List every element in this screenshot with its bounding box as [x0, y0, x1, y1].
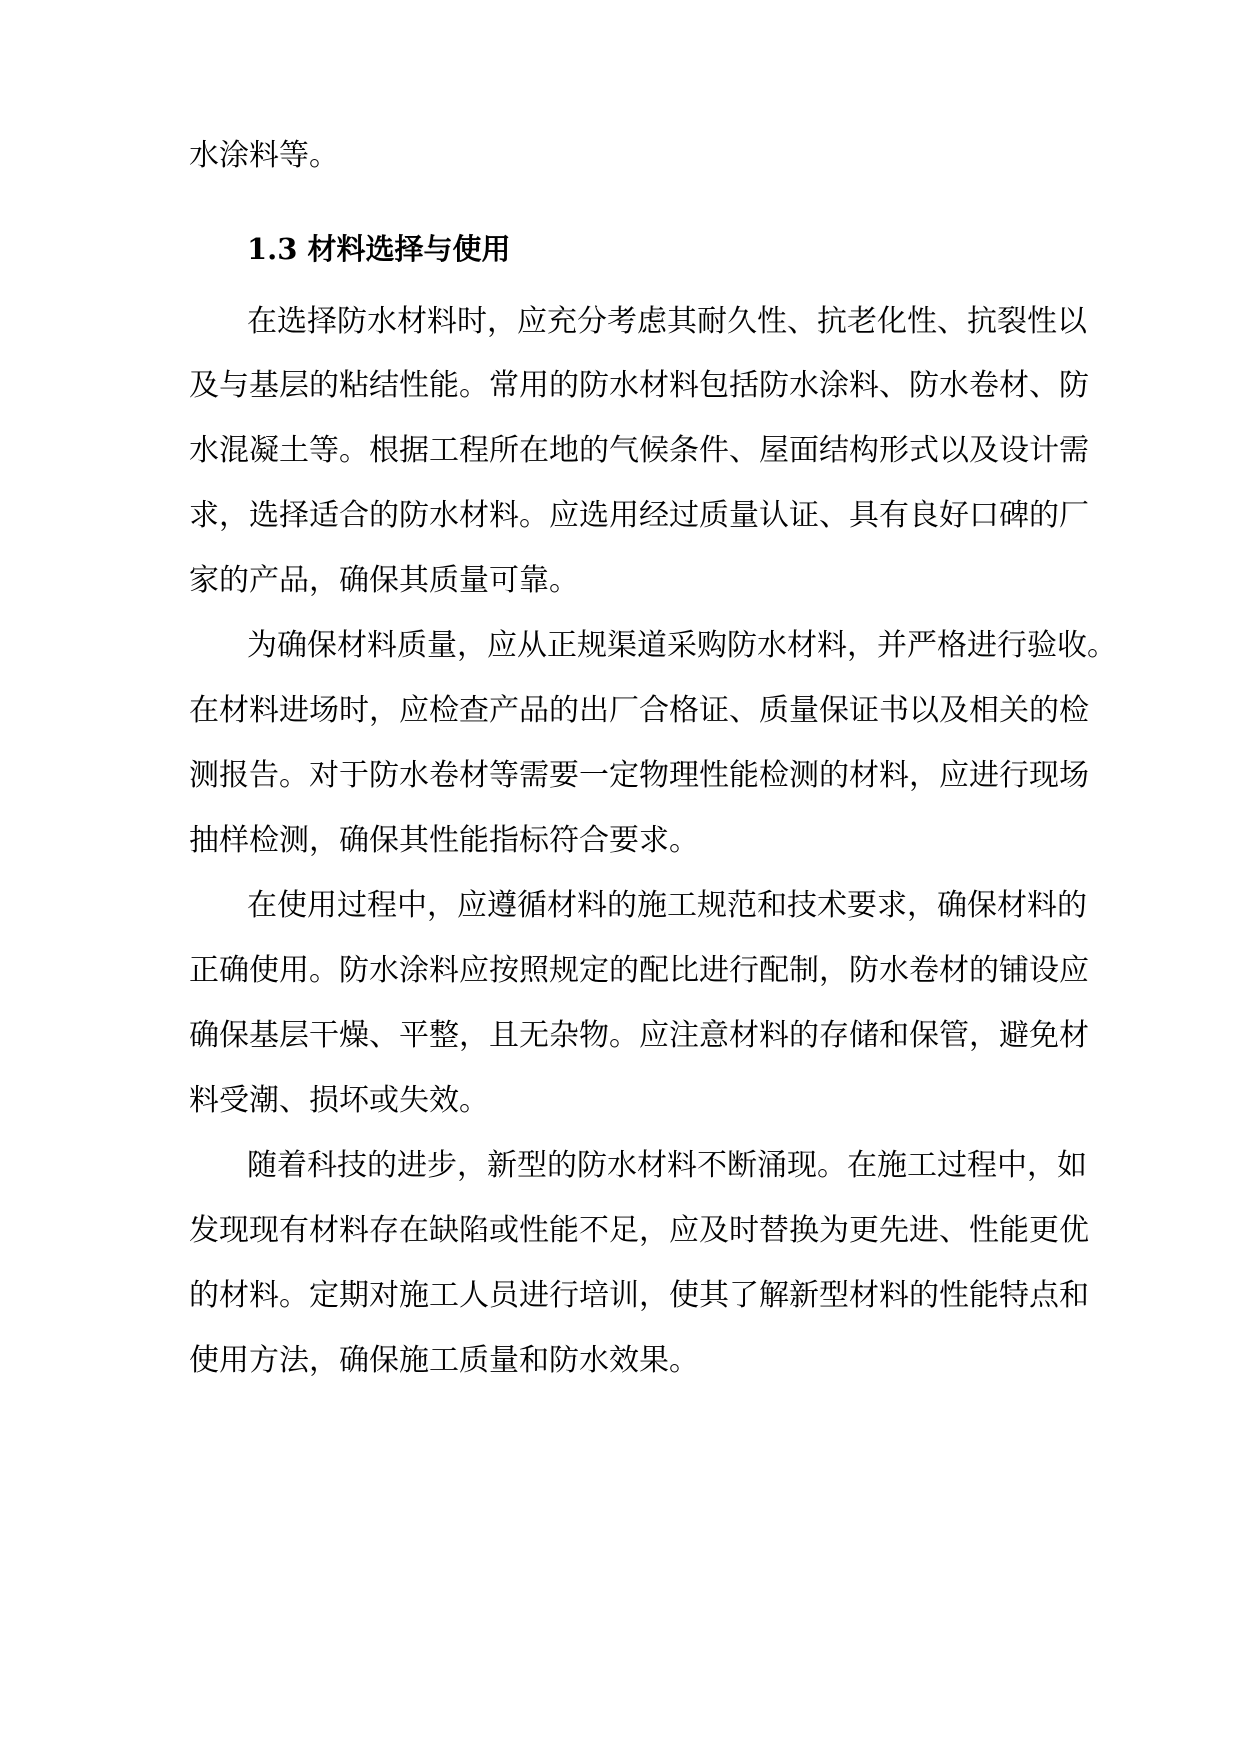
paragraph-4-line-2: 发现现有材料存在缺陷或性能不足，应及时替换为更先进、性能更优 — [189, 1213, 1089, 1248]
paragraph-1-line-4: 求，选择适合的防水材料。应选用经过质量认证、具有良好口碑的厂 — [189, 498, 1089, 533]
paragraph-1-line-1: 在选择防水材料时，应充分考虑其耐久性、抗老化性、抗裂性以 — [247, 304, 1087, 339]
section-heading: 1.3 材料选择与使用 — [247, 232, 511, 266]
paragraph-2-line-1: 为确保材料质量，应从正规渠道采购防水材料，并严格进行验收。 — [247, 628, 1117, 663]
paragraph-continuation-line: 水涂料等。 — [189, 138, 339, 173]
paragraph-4-line-1: 随着科技的进步，新型的防水材料不断涌现。在施工过程中，如 — [247, 1148, 1087, 1183]
paragraph-1-line-5: 家的产品，确保其质量可靠。 — [189, 563, 579, 598]
paragraph-3-line-3: 确保基层干燥、平整，且无杂物。应注意材料的存储和保管，避免材 — [189, 1018, 1089, 1053]
paragraph-3-line-2: 正确使用。防水涂料应按照规定的配比进行配制，防水卷材的铺设应 — [189, 953, 1089, 988]
paragraph-2-line-3: 测报告。对于防水卷材等需要一定物理性能检测的材料，应进行现场 — [189, 758, 1089, 793]
paragraph-1-line-2: 及与基层的粘结性能。常用的防水材料包括防水涂料、防水卷材、防 — [189, 368, 1089, 403]
paragraph-3-line-4: 料受潮、损坏或失效。 — [189, 1083, 489, 1118]
paragraph-4-line-4: 使用方法，确保施工质量和防水效果。 — [189, 1343, 699, 1378]
paragraph-1-line-3: 水混凝土等。根据工程所在地的气候条件、屋面结构形式以及设计需 — [189, 433, 1089, 468]
paragraph-2-line-4: 抽样检测，确保其性能指标符合要求。 — [189, 823, 699, 858]
paragraph-4-line-3: 的材料。定期对施工人员进行培训，使其了解新型材料的性能特点和 — [189, 1278, 1089, 1313]
paragraph-2-line-2: 在材料进场时，应检查产品的出厂合格证、质量保证书以及相关的检 — [189, 693, 1089, 728]
paragraph-3-line-1: 在使用过程中，应遵循材料的施工规范和技术要求，确保材料的 — [247, 888, 1087, 923]
